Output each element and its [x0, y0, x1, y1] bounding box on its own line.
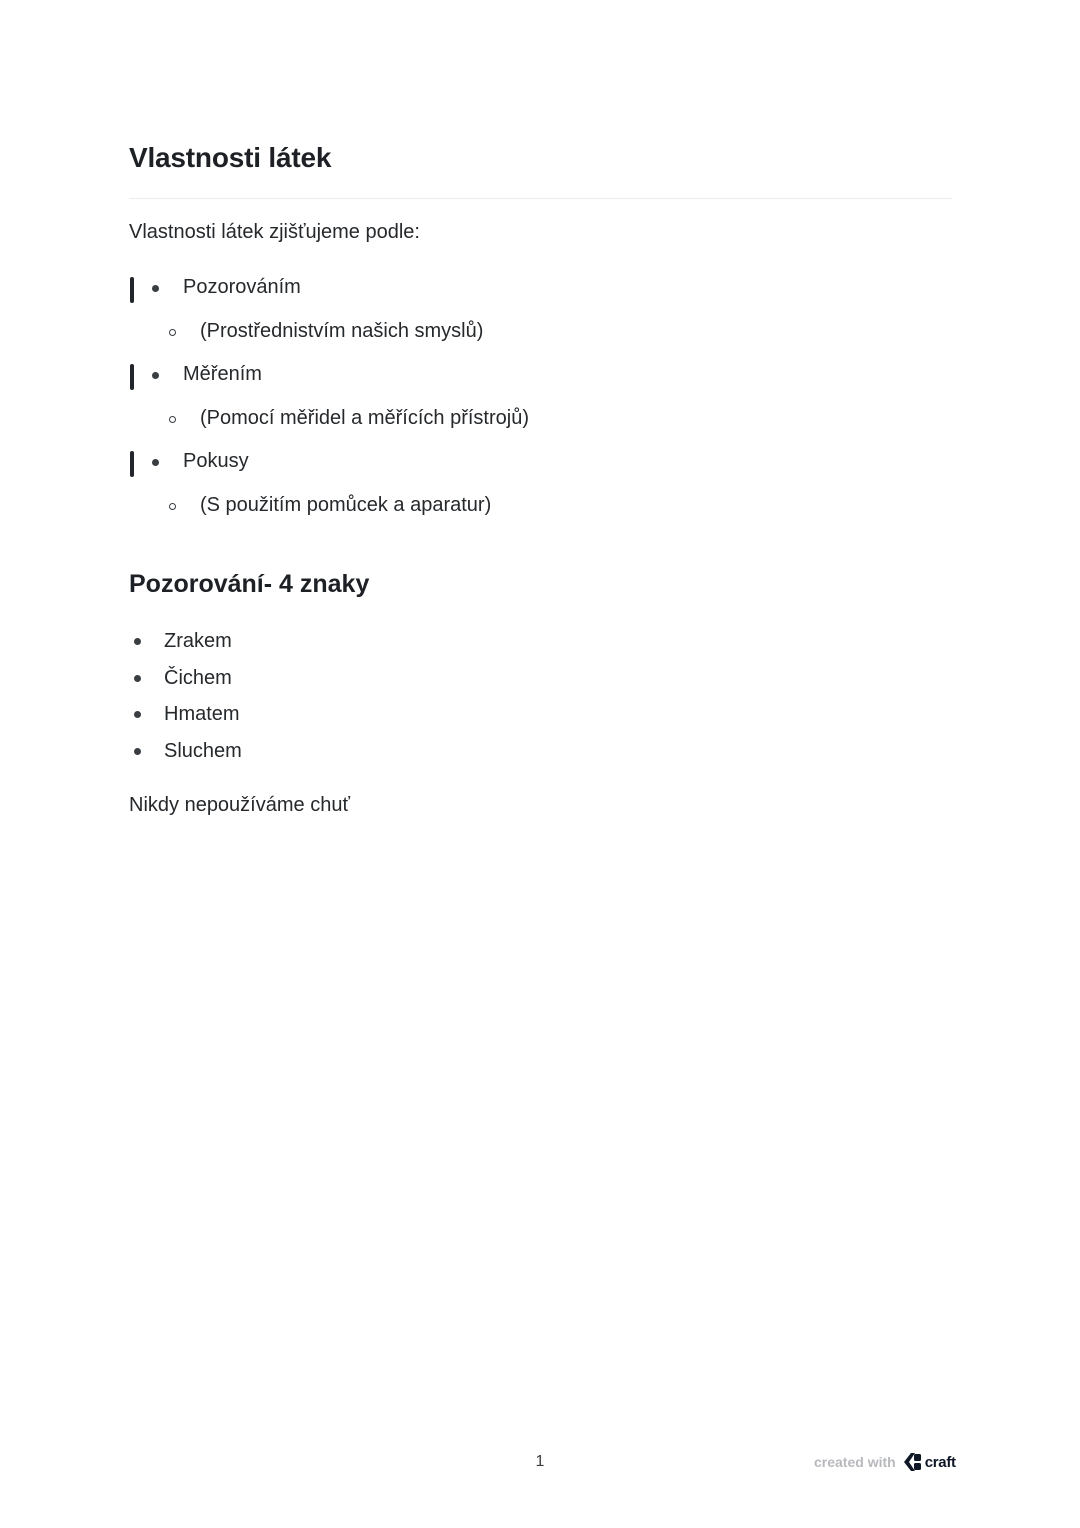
craft-brand-label: craft	[924, 1453, 956, 1471]
method-label: Měřením	[183, 363, 262, 385]
toggle-bar-marker[interactable]	[130, 277, 134, 303]
sense-label: Hmatem	[164, 703, 240, 725]
method-detail-label: (Pomocí měřidel a měřících přístrojů)	[200, 406, 529, 429]
title-divider	[129, 198, 952, 199]
created-with-label: created with	[814, 1454, 896, 1470]
bullet-icon	[134, 675, 141, 682]
bullet-icon	[152, 459, 159, 466]
page-number: 1	[535, 1453, 545, 1470]
method-detail-label: (S použitím pomůcek a aparatur)	[200, 493, 492, 516]
method-label: Pozorováním	[183, 276, 301, 298]
created-with-craft-badge[interactable]	[814, 1450, 956, 1474]
hollow-bullet-icon	[169, 329, 176, 336]
sense-label: Čichem	[164, 666, 232, 689]
toggle-bar-marker[interactable]	[130, 451, 134, 477]
method-label: Pokusy	[183, 450, 249, 472]
sense-label: Sluchem	[164, 739, 242, 762]
bullet-icon	[134, 711, 141, 718]
sense-label: Zrakem	[164, 630, 232, 652]
craft-logo-icon	[902, 1451, 922, 1473]
method-detail-label: (Prostřednistvím našich smyslů)	[200, 319, 484, 342]
toggle-bar-marker[interactable]	[130, 364, 134, 390]
page-title: Vlastnosti látek	[129, 142, 332, 173]
closing-paragraph: Nikdy nepoužíváme chuť	[129, 794, 350, 816]
hollow-bullet-icon	[169, 416, 176, 423]
bullet-icon	[134, 638, 141, 645]
bullet-icon	[134, 748, 141, 755]
section-heading: Pozorování- 4 znaky	[129, 570, 370, 598]
intro-paragraph: Vlastnosti látek zjišťujeme podle:	[129, 221, 420, 243]
bullet-icon	[152, 372, 159, 379]
bullet-icon	[152, 285, 159, 292]
hollow-bullet-icon	[169, 503, 176, 510]
